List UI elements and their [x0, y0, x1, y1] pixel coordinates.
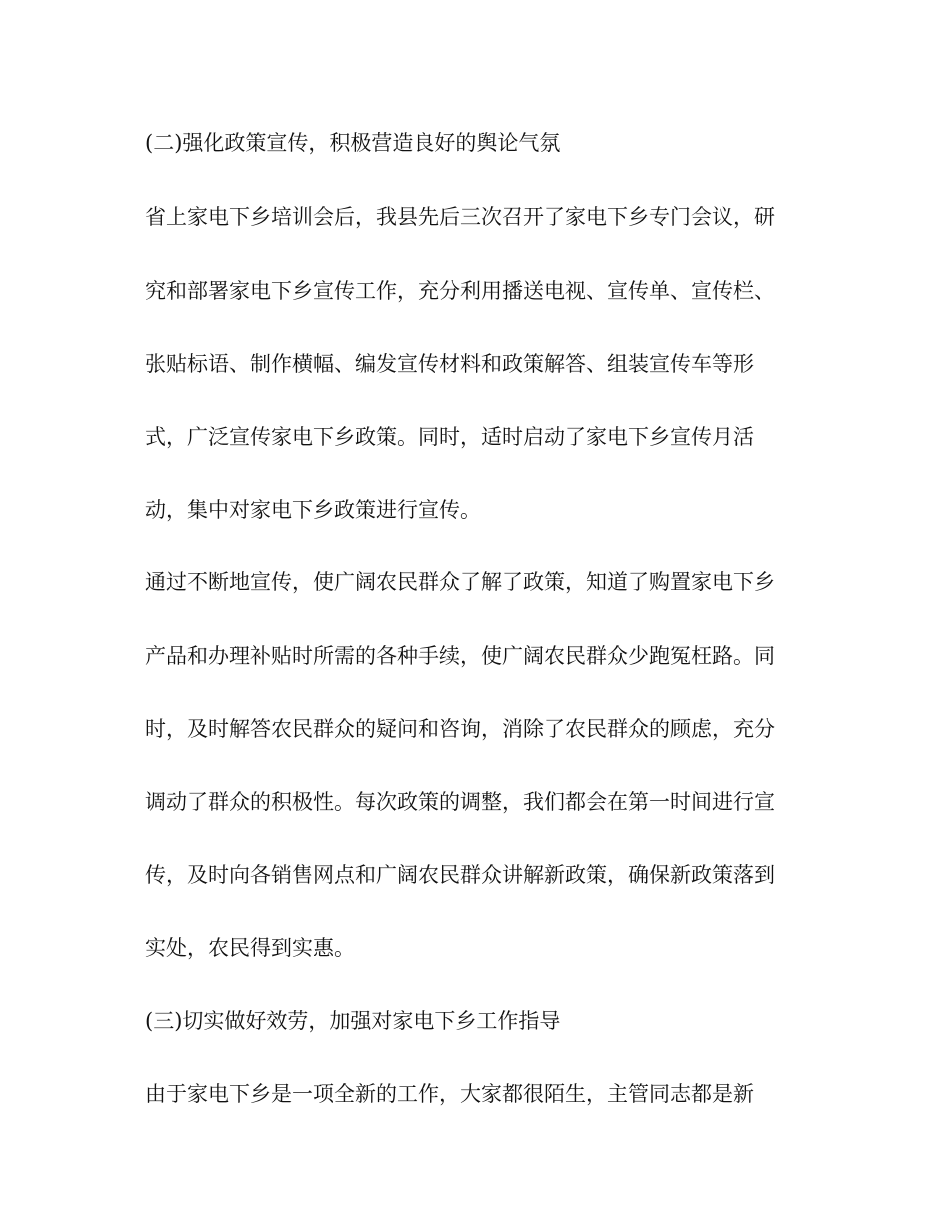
- paragraph-line: 通过不断地宣传，使广阔农民群众了解了政策，知道了购置家电下乡: [145, 570, 775, 594]
- paragraph-line: 时，及时解答农民群众的疑问和咨询，消除了农民群众的顾虑，充分: [145, 717, 775, 741]
- paragraph-line: 实处，农民得到实惠。: [145, 936, 355, 960]
- section-heading-3: (三)切实做好效劳，加强对家电下乡工作指导: [145, 1009, 561, 1033]
- section-heading-2: (二)强化政策宣传，积极营造良好的舆论气氛: [145, 131, 561, 155]
- paragraph-line: 由于家电下乡是一项全新的工作，大家都很陌生，主管同志都是新: [145, 1082, 754, 1106]
- paragraph-line: 式，广泛宣传家电下乡政策。同时，适时启动了家电下乡宣传月活: [145, 425, 754, 449]
- paragraph-line: 产品和办理补贴时所需的各种手续，使广阔农民群众少跑冤枉路。同: [145, 644, 775, 668]
- paragraph-line: 省上家电下乡培训会后，我县先后三次召开了家电下乡专门会议，研: [145, 205, 775, 229]
- paragraph-line: 究和部署家电下乡宣传工作，充分利用播送电视、宣传单、宣传栏、: [145, 279, 775, 303]
- paragraph-line: 调动了群众的积极性。每次政策的调整，我们都会在第一时间进行宣: [145, 790, 775, 814]
- paragraph-line: 张贴标语、制作横幅、编发宣传材料和政策解答、组装宣传车等形: [145, 352, 754, 376]
- paragraph-line: 传，及时向各销售网点和广阔农民群众讲解新政策，确保新政策落到: [145, 863, 775, 887]
- paragraph-line: 动，集中对家电下乡政策进行宣传。: [145, 498, 481, 522]
